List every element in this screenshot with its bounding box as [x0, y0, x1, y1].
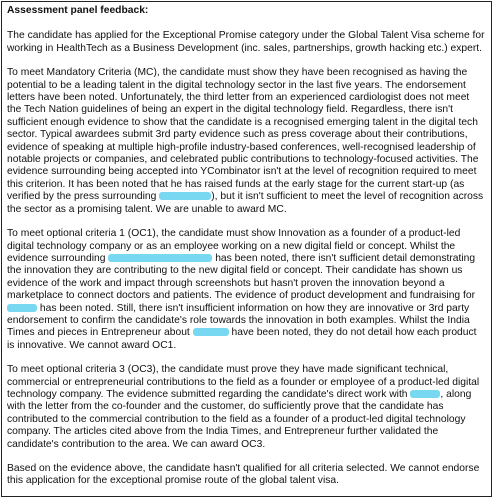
oc1-text-part-4: have been noted, they do not detail how each product is innovative. We cannot award OC1. — [7, 327, 477, 351]
oc3-text-part-1: To meet optional criteria 3 (OC3), the candidate must prove they have made significant technical, commercial or entrepreneurial contributions to the field as a founder or employee of a product-led digital technology company. The evidence submitted regarding the candidate's direct work with — [7, 364, 480, 400]
oc3-text-part-2: , along with the letter from the co-founder and the customer, do sufficiently prove that the candidate has contributed to the commercial contribution to the field as a founder of a product-led digital technology company. The articles cited above from the India Times, and Entrepreneur further validated the candidate's contribution to the area. We can award OC3. — [7, 388, 472, 450]
oc1-text-part-1: To meet optional criteria 1 (OC1), the candidate must show Innovation as a founder of a product-led digital technology company or as an employee working on a new digital field or concept. Whilst the evidence surrounding — [7, 228, 461, 264]
redaction-mark — [159, 192, 211, 200]
redaction-mark — [193, 328, 229, 336]
document-heading: Assessment panel feedback: — [7, 5, 149, 16]
conclusion-paragraph — [7, 463, 485, 488]
oc1-text-part-2: has been noted, there isn't sufficient detail demonstrating the innovation they are contributing to the new digital field or concept. Their candidate has shown us evidence of the work and impact through screenshots but hasn't proven the innovation beyond a marketplace to connect doctors and patients. The evidence of product development and fundraising for — [7, 252, 476, 302]
mandatory-criteria-paragraph — [7, 67, 485, 216]
oc1-text-part-3: has been noted. Still, there isn't insufficient information on how they are innovative or 3rd party endorsement to confirm the candidate's role towards the innovation in both examples. Whilst the India Times and pieces in Entrepreneur about — [7, 302, 470, 339]
intro-text: The candidate has applied for the Exceptional Promise category under the Global Talent Visa scheme for working in HealthTech as a Business Development (inc. sales, partnerships, growth hacking etc.) expert. — [7, 30, 485, 54]
mc-text-part-2: ), but it isn't sufficient to meet the level of recognition across the sector as a promising talent. We are unable to award MC. — [7, 191, 484, 215]
intro-paragraph — [7, 30, 485, 55]
optional-criteria-3-paragraph — [7, 364, 485, 451]
conclusion-text: Based on the evidence above, the candidate hasn't qualified for all criteria selected. We cannot endorse this application for the exceptional promise route of the global talent visa. — [7, 463, 480, 487]
redaction-mark — [108, 254, 212, 262]
feedback-document — [1, 1, 492, 497]
optional-criteria-1-paragraph — [7, 228, 485, 352]
redaction-mark — [410, 390, 440, 398]
mc-text-part-1: To meet Mandatory Criteria (MC), the candidate must show they have been recognised as having the potential to be a leading talent in the digital technology sector in the last five years. The endorsement letters have been noted. Unfortunately, the third letter from an experienced cardiologist does not meet the Tech Nation guidelines of being an expert in the digital technology field. Regardless, there isn't sufficient enough evidence to show that the candidate is a recognised emerging talent in the digital tech sector. Typical awardees submit 3rd party evidence such as press coverage about their contributions, evidence of speaking at multiple high-profile industry-based conferences, well-recognised leadership of notable projects or companies, and celebrated public contributions to technology-focused activities. The evidence surrounding being accepted into YCombinator isn't at the level of recognition required to meet this criterion. It has been noted that he has raised funds at the early stage for the current start-up (as verified by the press surrounding — [7, 67, 479, 203]
redaction-mark — [7, 304, 37, 312]
